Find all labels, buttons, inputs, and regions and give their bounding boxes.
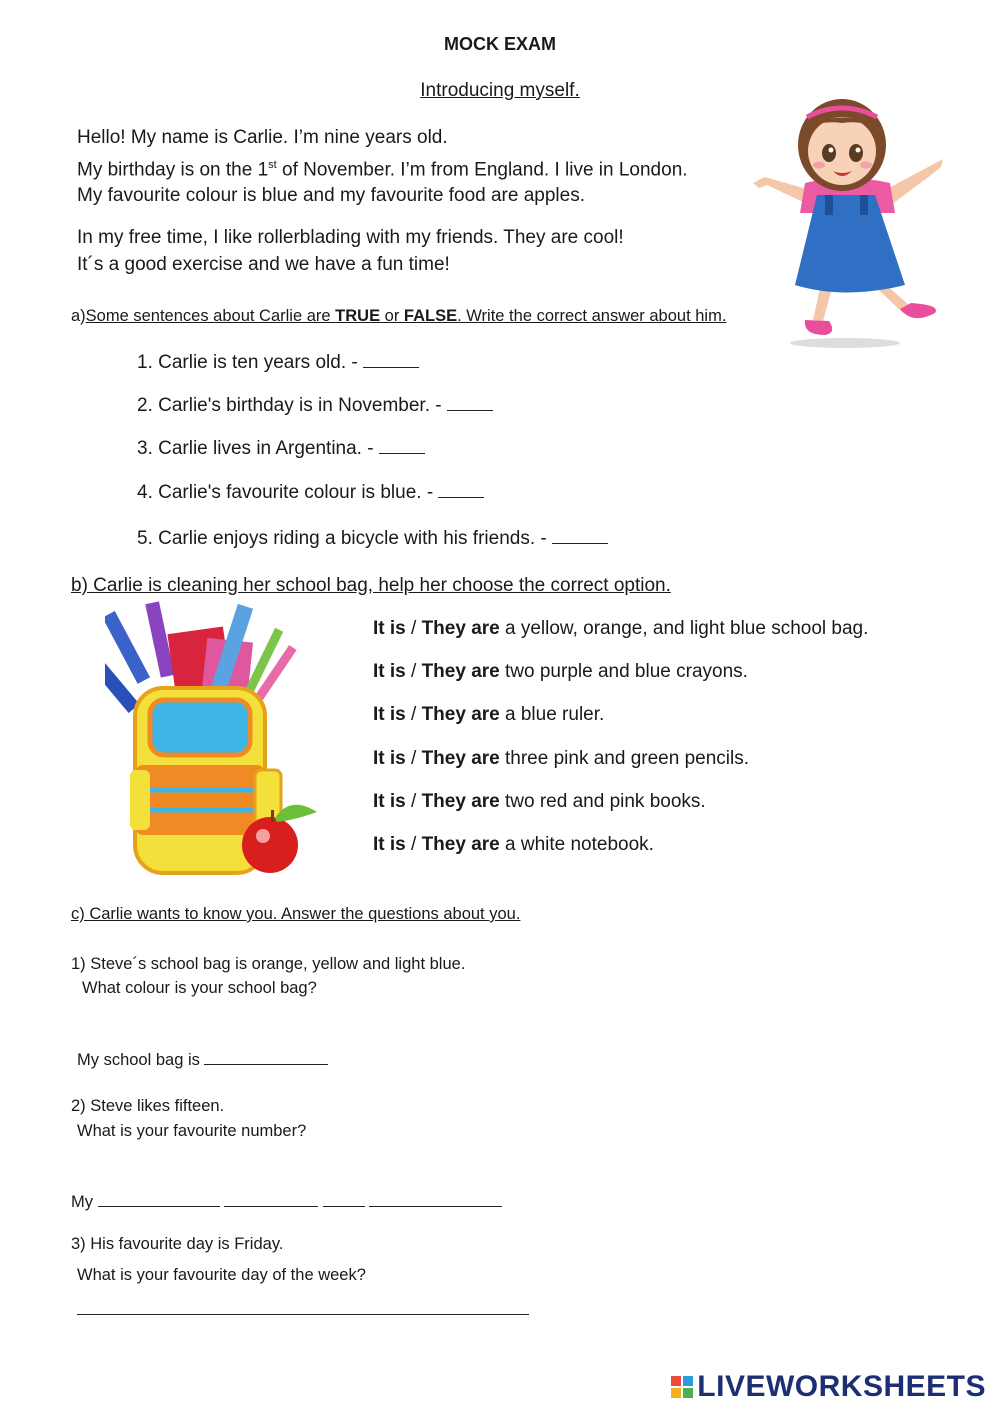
- answer-blank-4[interactable]: [438, 481, 484, 498]
- bag-option-3[interactable]: It is / They are a blue ruler.: [373, 704, 605, 725]
- answer-2-blank-2[interactable]: [224, 1190, 318, 1207]
- school-bag-illustration: [105, 600, 330, 885]
- page-title: MOCK EXAM: [444, 34, 556, 54]
- answer-1: My school bag is: [77, 1048, 328, 1070]
- logo-icon: [671, 1376, 693, 1398]
- intro-line-5: It´s a good exercise and we have a fun time!: [77, 253, 450, 275]
- bag-option-4[interactable]: It is / They are three pink and green pencils.: [373, 748, 750, 769]
- question-3-line-2: What is your favourite day of the week?: [77, 1266, 366, 1284]
- answer-blank-1[interactable]: [363, 351, 419, 368]
- answer-blank-2[interactable]: [447, 394, 493, 411]
- true-false-item-3: 3. Carlie lives in Argentina. -: [137, 437, 425, 460]
- section-c-heading: c) Carlie wants to know you. Answer the questions about you.: [71, 905, 521, 923]
- question-1-line-2: What colour is your school bag?: [82, 979, 317, 997]
- question-3-line-1: 3) His favourite day is Friday.: [71, 1235, 284, 1253]
- answer-blank-5[interactable]: [552, 527, 608, 544]
- true-false-item-5: 5. Carlie enjoys riding a bicycle with his friends. -: [137, 527, 608, 550]
- true-false-item-1: 1. Carlie is ten years old. -: [137, 351, 419, 374]
- true-false-item-4: 4. Carlie's favourite colour is blue. -: [137, 481, 484, 504]
- bag-option-1[interactable]: It is / They are a yellow, orange, and light blue school bag.: [373, 618, 869, 639]
- girl-illustration: [745, 95, 950, 350]
- intro-line-4: In my free time, I like rollerblading with my friends. They are cool!: [77, 227, 624, 248]
- liveworksheets-logo: LIVEWORKSHEETS: [671, 1370, 986, 1404]
- true-false-item-2: 2. Carlie's birthday is in November. -: [137, 394, 493, 417]
- intro-line-3: My favourite colour is blue and my favourite food are apples.: [77, 185, 585, 207]
- section-b-heading: b) Carlie is cleaning her school bag, help her choose the correct option.: [71, 575, 671, 596]
- intro-line-1: Hello! My name is Carlie. I’m nine years old.: [77, 127, 448, 148]
- intro-paragraph-2: [77, 225, 624, 278]
- answer-2-blank-4[interactable]: [369, 1190, 502, 1207]
- answer-1-blank[interactable]: [204, 1048, 328, 1065]
- intro-line-2: My birthday is on the 1st of November. I’m from England. I live in London.: [77, 158, 688, 180]
- question-2-line-1: 2) Steve likes fifteen.: [71, 1097, 225, 1115]
- answer-2-blank-3[interactable]: [323, 1190, 365, 1207]
- answer-2-blank-1[interactable]: [98, 1190, 220, 1207]
- page-subtitle: Introducing myself.: [420, 80, 580, 101]
- question-1-line-1: 1) Steve´s school bag is orange, yellow and light blue.: [71, 955, 466, 973]
- answer-3-blank[interactable]: [77, 1314, 529, 1315]
- bag-option-5[interactable]: It is / They are two red and pink books.: [373, 791, 706, 812]
- bag-option-6[interactable]: It is / They are a white notebook.: [373, 834, 654, 855]
- bag-option-2[interactable]: It is / They are two purple and blue crayons.: [373, 661, 748, 682]
- section-a-instruction: a)Some sentences about Carlie are TRUE or FALSE. Write the correct answer about him.: [71, 307, 727, 325]
- answer-2: My: [71, 1190, 502, 1212]
- answer-blank-3[interactable]: [379, 437, 425, 454]
- intro-paragraph-1: [77, 125, 688, 210]
- question-2-line-2: What is your favourite number?: [77, 1122, 307, 1140]
